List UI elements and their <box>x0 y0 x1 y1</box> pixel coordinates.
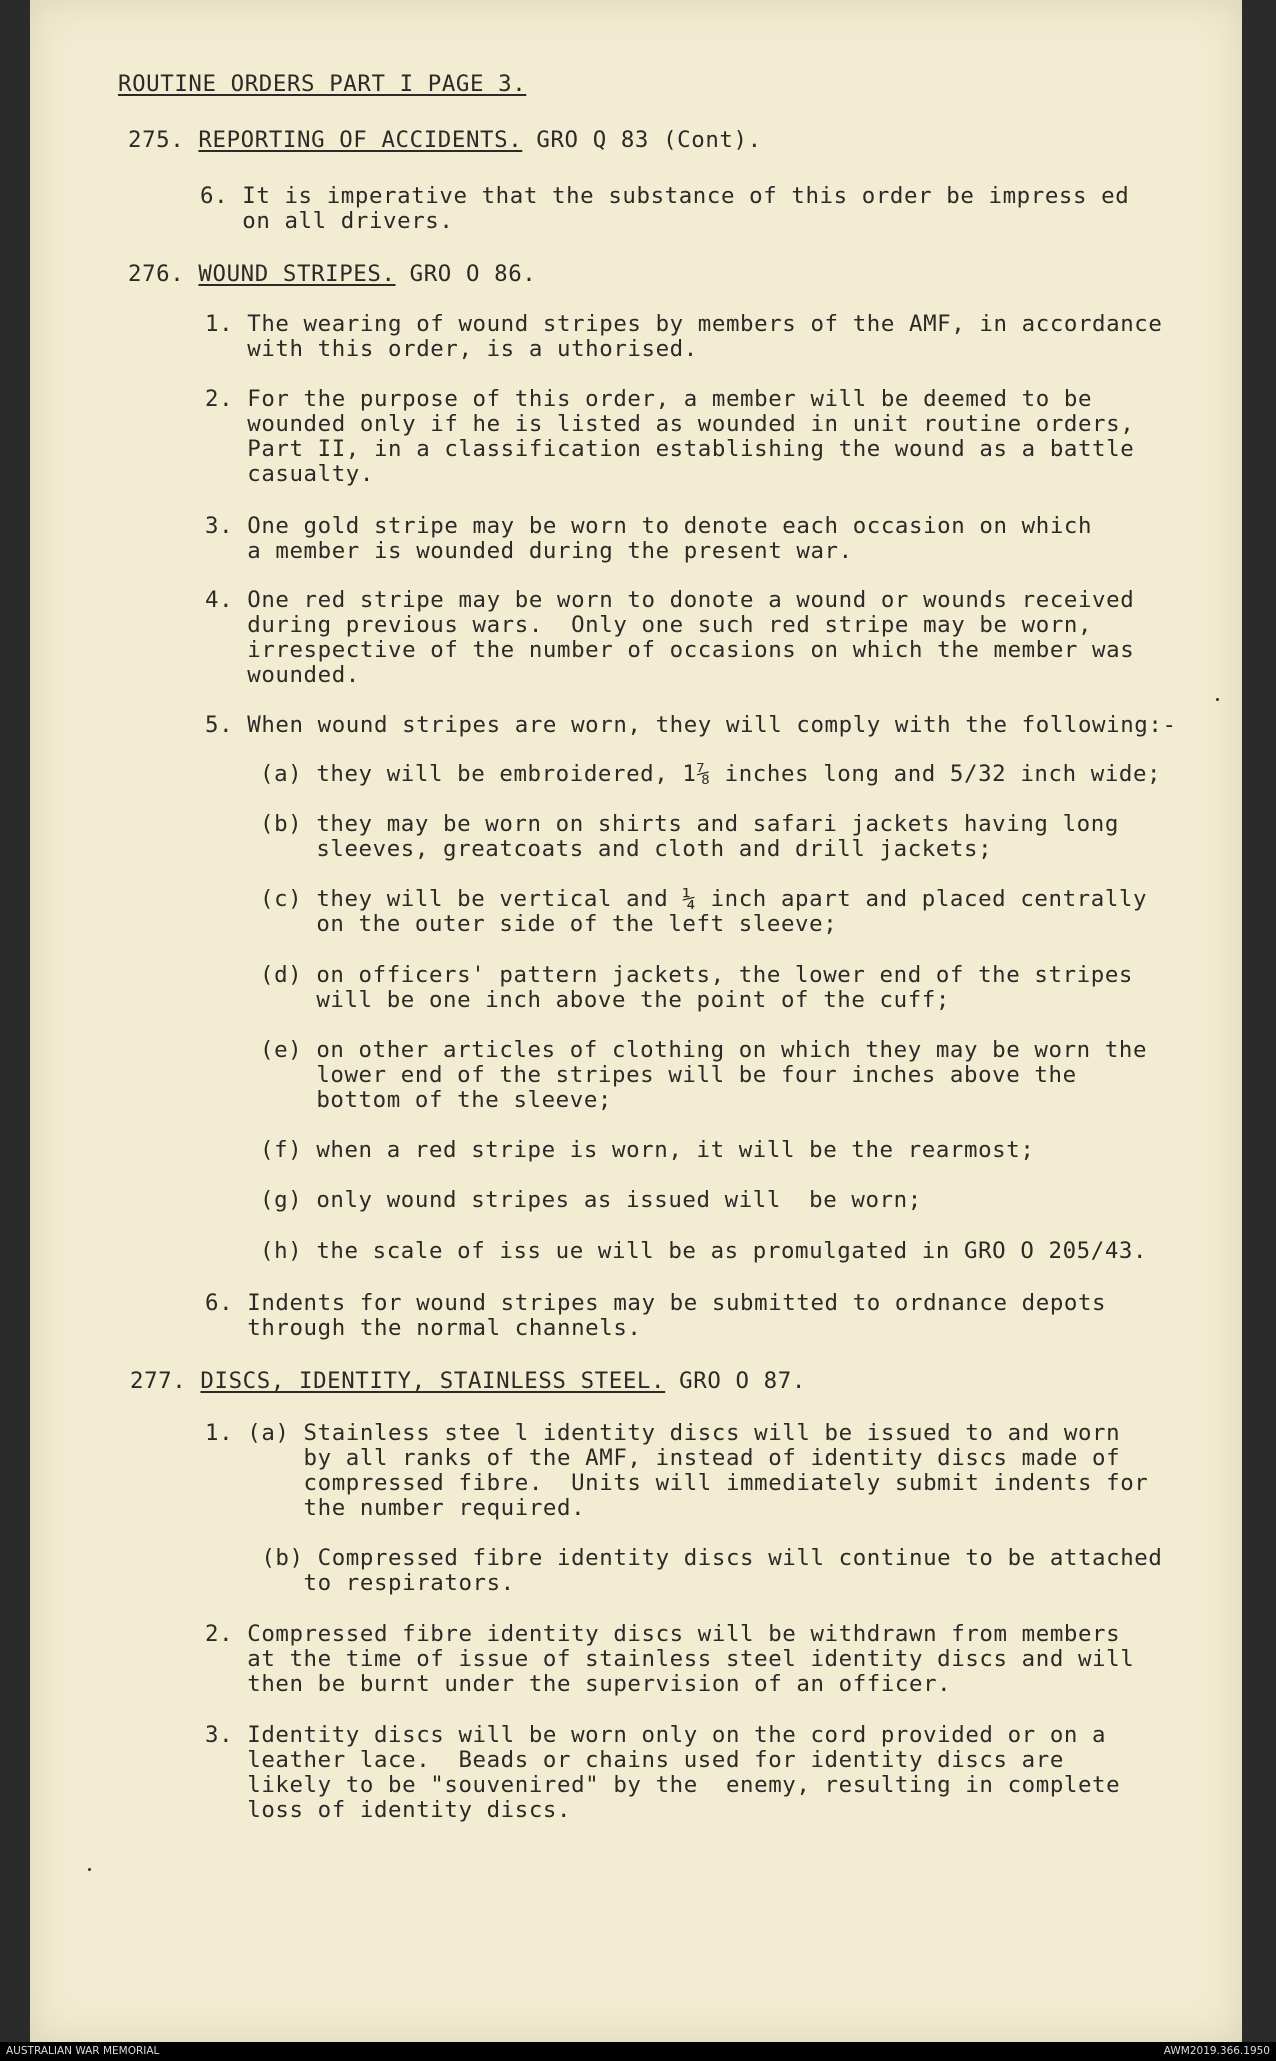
section-number: 276. <box>128 261 185 287</box>
paragraph-line: 2. Compressed fibre identity discs will be withdrawn from members <box>205 1621 1121 1647</box>
paragraph-line: at the time of issue of stainless steel identity discs and will <box>205 1646 1135 1672</box>
paragraph-line: leather lace. Beads or chains used for identity discs are <box>205 1747 1064 1773</box>
subparagraph-line: (e) on other articles of clothing on which they may be worn the <box>260 1037 1148 1063</box>
paragraph-line: likely to be "souvenired" by the enemy, resulting in complete <box>205 1772 1121 1798</box>
paragraph-line: on all drivers. <box>200 208 454 234</box>
paragraph-line: 1. The wearing of wound stripes by members of the AMF, in accordance <box>205 311 1163 337</box>
paragraph-line: wounded only if he is listed as wounded in unit routine orders, <box>205 411 1135 437</box>
subparagraph-line: (d) on officers' pattern jackets, the lower end of the stripes <box>260 962 1133 988</box>
paragraph-line: 3. Identity discs will be worn only on the cord provided or on a <box>205 1722 1107 1748</box>
paragraph-line: to respirators. <box>205 1570 515 1596</box>
paragraph-line: the number required. <box>205 1495 586 1521</box>
paragraph-line: irrespective of the number of occasions on which the member was <box>205 637 1135 663</box>
paragraph-line: 2. For the purpose of this order, a member will be deemed to be <box>205 386 1093 412</box>
paragraph-line: (b) Compressed fibre identity discs will continue to be attached <box>205 1545 1163 1571</box>
subparagraph-line: bottom of the sleeve; <box>260 1087 613 1113</box>
section-title: REPORTING OF ACCIDENTS. <box>198 127 523 153</box>
section-number: 277. <box>130 1368 187 1394</box>
paragraph-line: 1. (a) Stainless stee l identity discs will be issued to and worn <box>205 1420 1121 1446</box>
section-title: WOUND STRIPES. <box>198 261 396 287</box>
paragraph-line: then be burnt under the supervision of an officer. <box>205 1671 952 1697</box>
subparagraph-line: lower end of the stripes will be four inches above the <box>260 1062 1077 1088</box>
paragraph-line: 6. It is imperative that the substance of this order be impress ed <box>200 183 1130 209</box>
document-page <box>30 0 1242 2042</box>
section-ref: GRO Q 83 (Cont). <box>536 127 762 153</box>
paragraph-line: 4. One red stripe may be worn to donote a wound or wounds received <box>205 587 1135 613</box>
paragraph-line: 6. Indents for wound stripes may be submitted to ordnance depots <box>205 1290 1107 1316</box>
subparagraph-line: sleeves, greatcoats and cloth and drill jackets; <box>260 836 993 862</box>
paragraph-line: casualty. <box>205 461 374 487</box>
subparagraph-line: (g) only wound stripes as issued will be worn; <box>260 1187 922 1213</box>
footer-institution: AUSTRALIAN WAR MEMORIAL <box>6 2045 160 2057</box>
paragraph-line: 5. When wound stripes are worn, they will comply with the following:- <box>205 712 1177 738</box>
subparagraph-line: (h) the scale of iss ue will be as promulgated in GRO O 205/43. <box>260 1238 1148 1264</box>
paragraph-line: through the normal channels. <box>205 1315 642 1341</box>
paragraph-line: 3. One gold stripe may be worn to denote each occasion on which <box>205 513 1093 539</box>
paragraph-line: Part II, in a classification establishing the wound as a battle <box>205 436 1135 462</box>
paragraph-line: during previous wars. Only one such red stripe may be worn, <box>205 612 1093 638</box>
paragraph-line: with this order, is a uthorised. <box>205 336 698 362</box>
subparagraph-line: will be one inch above the point of the cuff; <box>260 987 950 1013</box>
section-ref: GRO O 87. <box>679 1368 806 1394</box>
paragraph-line: wounded. <box>205 662 360 688</box>
section-275-heading <box>128 128 762 154</box>
ink-speck <box>88 1868 91 1871</box>
subparagraph-line: on the outer side of the left sleeve; <box>260 911 838 937</box>
ink-speck <box>1216 698 1219 701</box>
section-ref: GRO O 86. <box>409 261 537 287</box>
page-header: ROUTINE ORDERS PART I PAGE 3. <box>118 71 527 97</box>
section-276-heading <box>128 262 536 288</box>
paragraph-line: a member is wounded during the present war. <box>205 538 853 564</box>
paragraph-line: compressed fibre. Units will immediately submit indents for <box>205 1470 1149 1496</box>
paragraph-line: by all ranks of the AMF, instead of identity discs made of <box>205 1445 1121 1471</box>
subparagraph-line: (a) they will be embroidered, 1⅞ inches long and 5/32 inch wide; <box>260 761 1162 787</box>
footer-reference: AWM2019.366.1950 <box>1163 2045 1270 2057</box>
archive-footer <box>0 2042 1276 2061</box>
paragraph-line: loss of identity discs. <box>205 1797 572 1823</box>
subparagraph-line: (c) they will be vertical and ¼ inch apart and placed centrally <box>260 886 1148 912</box>
section-277-heading <box>130 1369 806 1395</box>
section-number: 275. <box>128 127 185 153</box>
subparagraph-line: (f) when a red stripe is worn, it will be the rearmost; <box>260 1137 1035 1163</box>
section-title: DISCS, IDENTITY, STAINLESS STEEL. <box>200 1368 666 1394</box>
subparagraph-line: (b) they may be worn on shirts and safari jackets having long <box>260 811 1119 837</box>
